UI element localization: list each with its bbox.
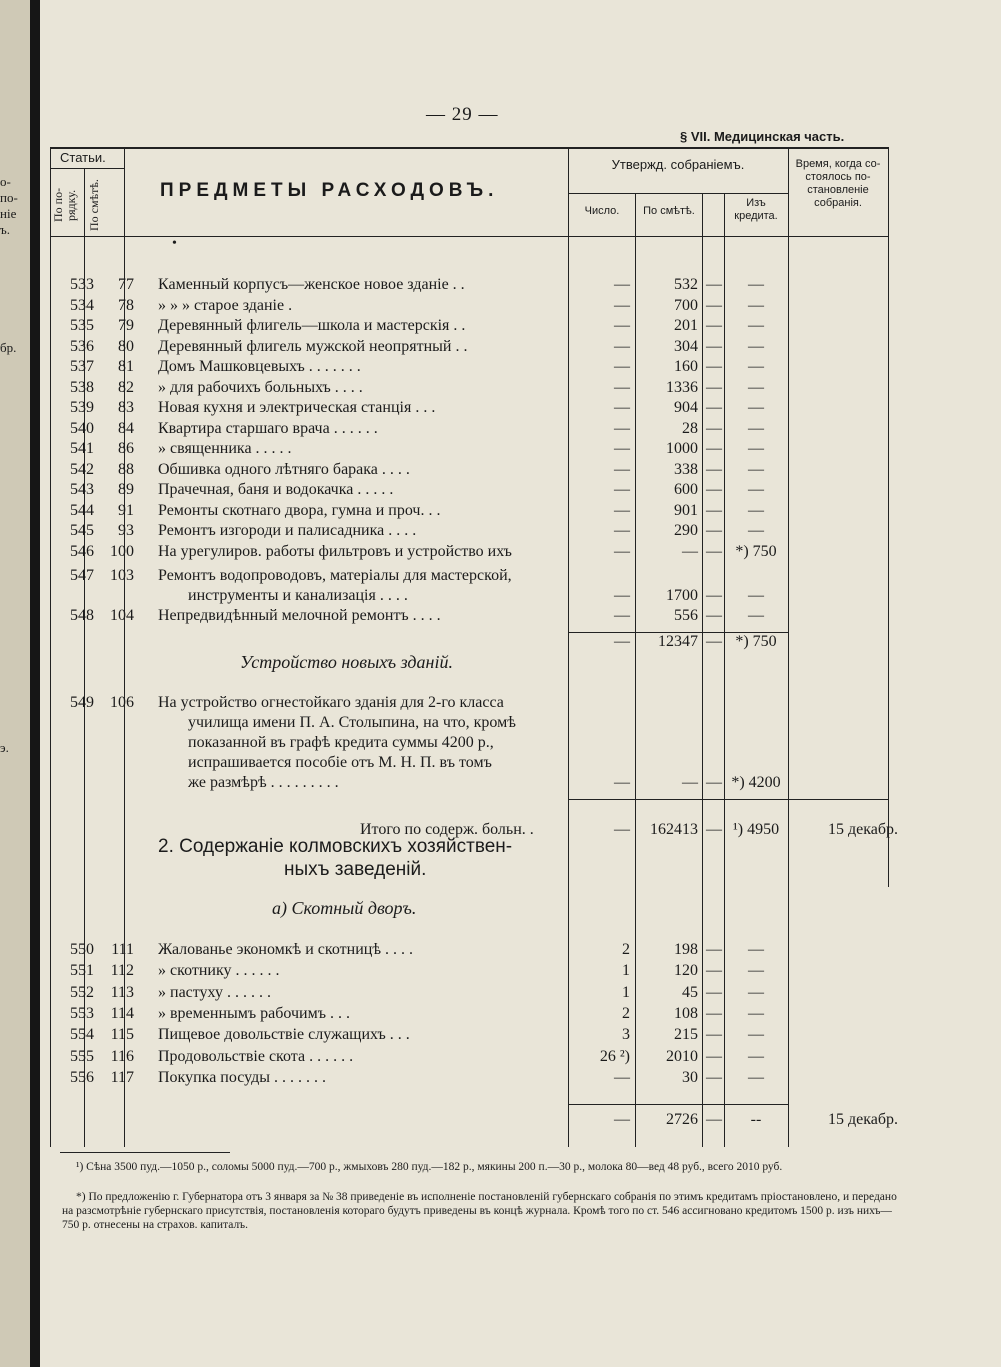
row-chislo: —: [614, 378, 630, 396]
row-kredit: —: [748, 296, 764, 314]
row-number: 533: [70, 276, 94, 293]
row-chislo: —: [614, 358, 630, 375]
row-kredit: —: [748, 419, 764, 437]
row-estimate-number: 89: [118, 481, 134, 498]
row-text: инструменты и канализація . . . .: [188, 587, 408, 604]
subtotal-row: [40, 632, 940, 652]
row-estimate-number: 115: [110, 1026, 134, 1044]
row-chislo: 1: [622, 983, 630, 1001]
row-kredit: —: [748, 501, 764, 519]
row-chislo: —: [614, 317, 630, 334]
subtotal-kredit: --: [750, 1111, 762, 1128]
row-smeta: 600: [674, 481, 698, 498]
table-row: [40, 316, 940, 336]
row-smeta: 215: [674, 1026, 698, 1044]
row-chislo: 3: [622, 1026, 630, 1044]
row-kredit: —: [748, 481, 764, 498]
row-text: Покупка посуды . . . . . . .: [158, 1068, 327, 1086]
row-text: Обшивка одного лѣтняго барака . . . .: [158, 460, 410, 478]
row-mid: —: [706, 378, 722, 396]
itogo-label: Итого по содерж. больн. .: [360, 821, 534, 838]
row-estimate-number: 103: [110, 567, 134, 584]
subtotal-smeta: 2726: [666, 1111, 698, 1128]
row-number: 541: [70, 440, 94, 457]
row-number: 540: [70, 419, 94, 437]
row-kredit: —: [748, 460, 764, 478]
row-number: 550: [70, 941, 94, 958]
row-chislo: —: [614, 481, 630, 498]
row-kredit: —: [748, 440, 764, 457]
row-smeta: 120: [674, 962, 698, 980]
table-row: [40, 940, 940, 960]
left-fragment: по-: [0, 190, 18, 205]
header-po-poryadku: По по-рядку.: [51, 187, 78, 223]
heading-new-buildings: Устройство новыхъ зданій.: [240, 652, 453, 672]
row-smeta: 1700: [666, 587, 698, 604]
row-number: 552: [70, 983, 94, 1001]
footnote-2: *) По предложенію г. Губернатора отъ 3 января за № 38 приведеніе въ исполненіе постановленій губернскаго собранія по этимъ кредитамъ пріостановлено, и передано на разсмотрѣніе губернскаго присутствія, постановленія котораго будутъ приведены въ концѣ журнала. Кромѣ того по ст. 546 ассигновано кредитомъ 1500 р. изъ нихъ—750 р. отнесены на страхов. капиталъ.: [62, 1191, 897, 1231]
left-fragment: э.: [0, 740, 9, 755]
table-row: [40, 480, 940, 500]
row-smeta: 532: [674, 276, 698, 293]
row-mid: —: [706, 296, 722, 314]
row-kredit: *) 4200: [731, 774, 781, 791]
row-number: 548: [70, 607, 94, 624]
table-row: [40, 961, 940, 981]
table-row: [40, 460, 940, 480]
row-number: 546: [70, 542, 94, 560]
row-mid: —: [706, 1068, 722, 1086]
row-text: На устройство огнестойкаго зданія для 2-го класса: [158, 694, 504, 711]
row-estimate-number: 93: [118, 522, 134, 539]
row-mid: —: [706, 1004, 722, 1022]
left-fragment: бр.: [0, 340, 17, 355]
row-smeta: 1336: [666, 378, 698, 396]
row-number: 537: [70, 358, 94, 375]
row-number: 536: [70, 337, 94, 355]
row-mid: —: [706, 1047, 722, 1065]
row-mid: —: [706, 774, 722, 791]
row-chislo: —: [614, 1068, 630, 1086]
row-number: 543: [70, 481, 94, 498]
row-kredit: —: [748, 587, 764, 604]
header-statyi: Статьи.: [60, 150, 106, 165]
left-fragment: ъ.: [0, 222, 10, 237]
row-smeta: 45: [682, 983, 698, 1001]
row-text: Квартира старшаго врача . . . . . .: [158, 419, 378, 437]
row-mid: —: [706, 1026, 722, 1044]
table-row: [40, 566, 940, 586]
row-number: 534: [70, 296, 94, 314]
row-chislo: 1: [622, 962, 630, 980]
table-row: [40, 337, 940, 357]
subtotal-row: [40, 1110, 940, 1130]
row-mid: —: [706, 440, 722, 457]
row-mid: —: [706, 419, 722, 437]
row-smeta: 108: [674, 1004, 698, 1022]
row-text: Прачечная, баня и водокачка . . . . .: [158, 481, 394, 498]
row-kredit: —: [748, 983, 764, 1001]
row-estimate-number: 82: [118, 378, 134, 396]
row-kredit: —: [748, 962, 764, 980]
row-kredit: —: [748, 941, 764, 958]
row-kredit: *) 750: [735, 542, 777, 560]
subtotal-vremya: 15 декабр.: [827, 1111, 898, 1128]
left-fragment: о-: [0, 174, 11, 189]
subtotal-mid: —: [706, 1111, 722, 1128]
heading-cattle-yard: а) Скотный дворъ.: [272, 898, 417, 918]
table-row: [40, 983, 940, 1003]
row-number: 535: [70, 317, 94, 334]
header-po-smete-col: По смѣтѣ.: [643, 205, 695, 217]
table-row: [40, 439, 940, 459]
row-kredit: —: [748, 399, 764, 416]
row-mid: —: [706, 276, 722, 293]
row-chislo: —: [614, 460, 630, 478]
row-chislo: —: [614, 607, 630, 624]
subtotal-chislo: —: [614, 633, 630, 650]
table-row: [40, 357, 940, 377]
row-estimate-number: 80: [118, 337, 134, 355]
row-text: » пастуху . . . . . .: [158, 983, 271, 1001]
table-row: [40, 501, 940, 521]
row-chislo: —: [614, 276, 630, 293]
row-number: 554: [70, 1026, 94, 1044]
table-row: [40, 419, 940, 439]
row-estimate-number: 113: [110, 983, 134, 1001]
row-estimate-number: 78: [118, 296, 134, 314]
row-mid: —: [706, 460, 722, 478]
footnote-1: ¹) Сѣна 3500 пуд.—1050 р., соломы 5000 пуд.—700 р., жмыховъ 280 пуд.—182 р., мякины 200 п.—30 р., молока 80—вед 48 руб., всего 2010 руб.: [76, 1161, 783, 1173]
row-mid: —: [706, 962, 722, 980]
row-text: Продовольствіе скота . . . . . .: [158, 1047, 354, 1065]
row-chislo: 2: [622, 1004, 630, 1022]
row-chislo: —: [614, 774, 630, 791]
row-kredit: —: [748, 358, 764, 375]
book-page: [40, 0, 1001, 1367]
row-text: Жалованье экономкѣ и скотницѣ . . . .: [158, 941, 414, 958]
row-estimate-number: 114: [110, 1004, 134, 1022]
row-text: » временнымъ рабочимъ . . .: [158, 1004, 350, 1022]
row-number: 549: [70, 694, 94, 711]
table-row: [40, 753, 940, 773]
row-estimate-number: 104: [110, 607, 134, 624]
row-mid: —: [706, 337, 722, 355]
row-kredit: —: [748, 276, 764, 293]
table-row: [40, 542, 940, 562]
stray-mark: •: [172, 236, 177, 251]
row-mid: —: [706, 983, 722, 1001]
row-number: 542: [70, 460, 94, 478]
page-number: — 29 —: [426, 104, 499, 125]
table-row: [40, 713, 940, 733]
row-estimate-number: 116: [110, 1047, 134, 1065]
row-smeta: 901: [674, 501, 698, 519]
row-text: » скотнику . . . . . .: [158, 962, 280, 980]
row-text: Пищевое довольствіе служащихъ . . .: [158, 1026, 410, 1044]
table-row: [40, 693, 940, 713]
row-mid: —: [706, 317, 722, 334]
row-text: » для рабочихъ больныхъ . . . .: [158, 378, 363, 396]
row-text: училища имени П. А. Столыпина, на что, кромѣ: [188, 714, 516, 731]
row-text: На урегулиров. работы фильтровъ и устройство ихъ: [158, 542, 512, 560]
header-iz-kredita: Изъ кредита.: [734, 197, 778, 222]
row-chislo: —: [614, 542, 630, 560]
itogo-mid: —: [706, 821, 722, 838]
table-row: [40, 1047, 940, 1067]
row-chislo: 26 ²): [599, 1047, 630, 1065]
header-utverzhd: Утвержд. собраніемъ.: [611, 157, 745, 172]
row-number: 544: [70, 501, 94, 519]
table-row: [40, 1068, 940, 1088]
row-text: Ремонтъ водопроводовъ, матеріалы для мастерской,: [158, 567, 512, 584]
row-text: Каменный корпусъ—женское новое зданіе . .: [158, 276, 465, 293]
row-mid: —: [706, 941, 722, 958]
table-row: [40, 606, 940, 626]
row-number: 551: [70, 962, 94, 980]
row-chislo: —: [614, 296, 630, 314]
header-predmety: ПРЕДМЕТЫ РАСХОДОВЪ.: [160, 180, 499, 201]
row-number: 538: [70, 378, 94, 396]
table-row: [40, 275, 940, 295]
row-estimate-number: 106: [110, 694, 134, 711]
row-number: 547: [70, 567, 94, 584]
section2-title: ныхъ заведеній.: [284, 859, 427, 880]
row-kredit: —: [748, 1068, 764, 1086]
row-text: Ремонтъ изгороди и палисадника . . . .: [158, 522, 417, 539]
row-smeta: 201: [674, 317, 698, 334]
row-kredit: —: [748, 607, 764, 624]
row-smeta: —: [682, 542, 698, 560]
row-smeta: 198: [674, 941, 698, 958]
left-page-edge: [0, 0, 30, 1367]
row-smeta: 304: [674, 337, 698, 355]
row-smeta: 290: [674, 522, 698, 539]
table-row: [40, 1004, 940, 1024]
row-estimate-number: 112: [110, 962, 134, 980]
row-mid: —: [706, 358, 722, 375]
row-mid: —: [706, 542, 722, 560]
row-kredit: —: [748, 317, 764, 334]
row-chislo: —: [614, 440, 630, 457]
row-smeta: 904: [674, 399, 698, 416]
itogo-kredit: ¹) 4950: [732, 821, 780, 838]
row-smeta: 30: [682, 1068, 698, 1086]
row-smeta: 2010: [666, 1047, 698, 1065]
row-mid: —: [706, 501, 722, 519]
itogo-smeta: 162413: [650, 821, 698, 838]
row-kredit: —: [748, 378, 764, 396]
row-estimate-number: 111: [111, 941, 134, 958]
row-estimate-number: 91: [118, 501, 134, 519]
row-smeta: 338: [674, 460, 698, 478]
row-number: 539: [70, 399, 94, 416]
row-text: » » » старое зданіе .: [158, 296, 293, 314]
table-row: [40, 296, 940, 316]
heading-row: [40, 652, 940, 672]
row-text: Деревянный флигель—школа и мастерскія . .: [158, 317, 466, 334]
row-estimate-number: 79: [118, 317, 134, 334]
section-title: § VII. Медицинская часть.: [680, 129, 845, 144]
row-kredit: —: [748, 337, 764, 355]
row-estimate-number: 88: [118, 460, 134, 478]
row-mid: —: [706, 481, 722, 498]
row-number: 555: [70, 1047, 94, 1065]
row-kredit: —: [748, 522, 764, 539]
row-chislo: —: [614, 522, 630, 539]
left-fragment: ніе: [0, 206, 17, 221]
subtotal-kredit: *) 750: [735, 633, 777, 650]
row-chislo: 2: [622, 941, 630, 958]
table-row: [40, 521, 940, 541]
row-estimate-number: 117: [110, 1068, 134, 1086]
header-po-smete: По смѣтѣ.: [87, 179, 101, 231]
row-text: Новая кухня и электрическая станція . . .: [158, 399, 436, 416]
row-estimate-number: 86: [118, 440, 134, 457]
row-mid: —: [706, 587, 722, 604]
row-chislo: —: [614, 337, 630, 355]
row-estimate-number: 84: [118, 419, 134, 437]
table-row: [40, 773, 940, 793]
row-text: » священника . . . . .: [158, 440, 292, 457]
row-smeta: 556: [674, 607, 698, 624]
row-text: Непредвидѣнный мелочной ремонтъ . . . .: [158, 607, 441, 624]
table-row: [40, 378, 940, 398]
row-mid: —: [706, 522, 722, 539]
header-vremya: Время, когда со-стоялось по-становленіе собранія.: [795, 158, 881, 209]
subtotal-mid: —: [706, 633, 722, 650]
row-smeta: 160: [674, 358, 698, 375]
row-number: 553: [70, 1004, 94, 1022]
row-number: 556: [70, 1068, 94, 1086]
table-row: [40, 398, 940, 418]
table-row: [40, 586, 940, 606]
section2-title: 2. Содержаніе колмовскихъ хозяйствен-: [158, 836, 513, 857]
row-kredit: —: [748, 1026, 764, 1044]
row-smeta: 1000: [666, 440, 698, 457]
row-estimate-number: 77: [118, 276, 134, 293]
row-mid: —: [706, 607, 722, 624]
row-chislo: —: [614, 501, 630, 519]
row-estimate-number: 83: [118, 399, 134, 416]
itogo-chislo: —: [614, 821, 630, 838]
row-text: Деревянный флигель мужской неопрятный . .: [158, 337, 468, 355]
row-kredit: —: [748, 1004, 764, 1022]
subtotal-chislo: —: [614, 1111, 630, 1128]
row-number: 545: [70, 522, 94, 539]
subtotal-smeta: 12347: [658, 633, 698, 650]
row-smeta: 700: [674, 296, 698, 314]
row-kredit: —: [748, 1047, 764, 1065]
row-text: же размѣрѣ . . . . . . . . .: [188, 774, 339, 791]
row-chislo: —: [614, 587, 630, 604]
row-mid: —: [706, 399, 722, 416]
row-smeta: —: [682, 774, 698, 791]
row-smeta: 28: [682, 419, 698, 437]
row-text: Домъ Машковцевыхъ . . . . . . .: [158, 358, 361, 375]
row-chislo: —: [614, 419, 630, 437]
table-row: [40, 1025, 940, 1045]
row-text: испрашивается пособіе отъ М. Н. П. въ томъ: [188, 754, 492, 771]
itogo-vremya: 15 декабр.: [827, 821, 898, 838]
row-estimate-number: 100: [110, 542, 134, 560]
row-estimate-number: 81: [118, 358, 134, 375]
header-chislo: Число.: [584, 205, 620, 217]
row-text: показанной въ графѣ кредита суммы 4200 р.,: [188, 734, 494, 751]
table-row: [40, 733, 940, 753]
row-chislo: —: [614, 399, 630, 416]
row-text: Ремонты скотнаго двора, гумна и проч. . .: [158, 501, 441, 519]
